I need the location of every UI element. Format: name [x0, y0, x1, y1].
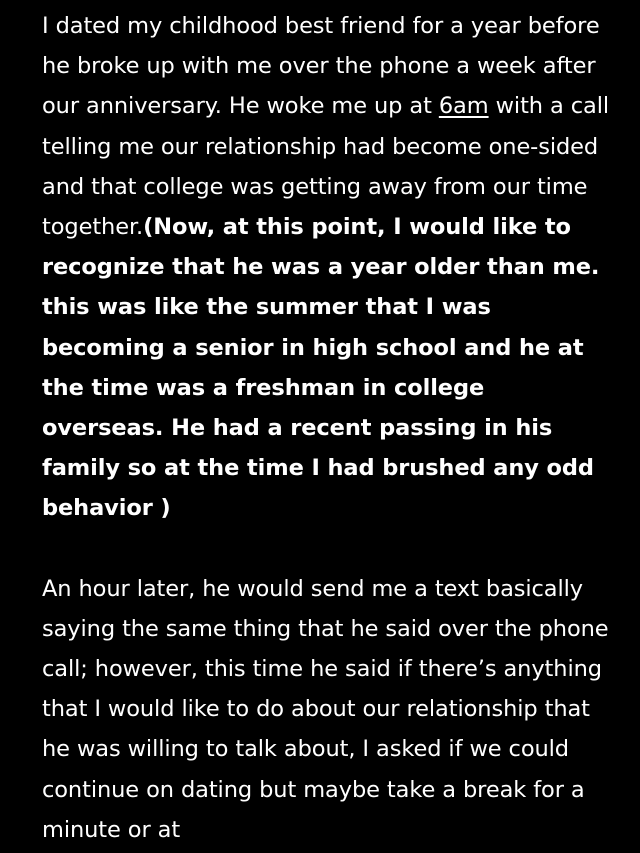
time-link[interactable]: 6am: [438, 93, 489, 120]
paragraph-1-text-b: with a call telling me our relationship had become one-sided and that college was getting away from our time together.: [42, 93, 610, 241]
paragraph-1: [42, 6, 612, 529]
note-body: [42, 6, 612, 850]
paragraph-2: An hour later, he would send me a text basically saying the same thing that he said over the phone call; however, this time he said if there’s anything that I would like to do about our relationship that he was willing to talk about, I asked if we could continue on dating but maybe take a break for a minute or at: [42, 575, 609, 843]
paragraph-1-bold-aside: (Now, at this point, I would like to recognize that he was a year older than me. this was like the summer that I was becoming a senior in high school and he at the time was a freshman in college overseas. He had a recent passing in his family so at the time I had brushed any odd behavior ): [42, 214, 600, 522]
paragraph-1-text-a: I dated my childhood best friend for a year before he broke up with me over the phone a week after our anniversary. He woke me up at: [42, 13, 600, 120]
